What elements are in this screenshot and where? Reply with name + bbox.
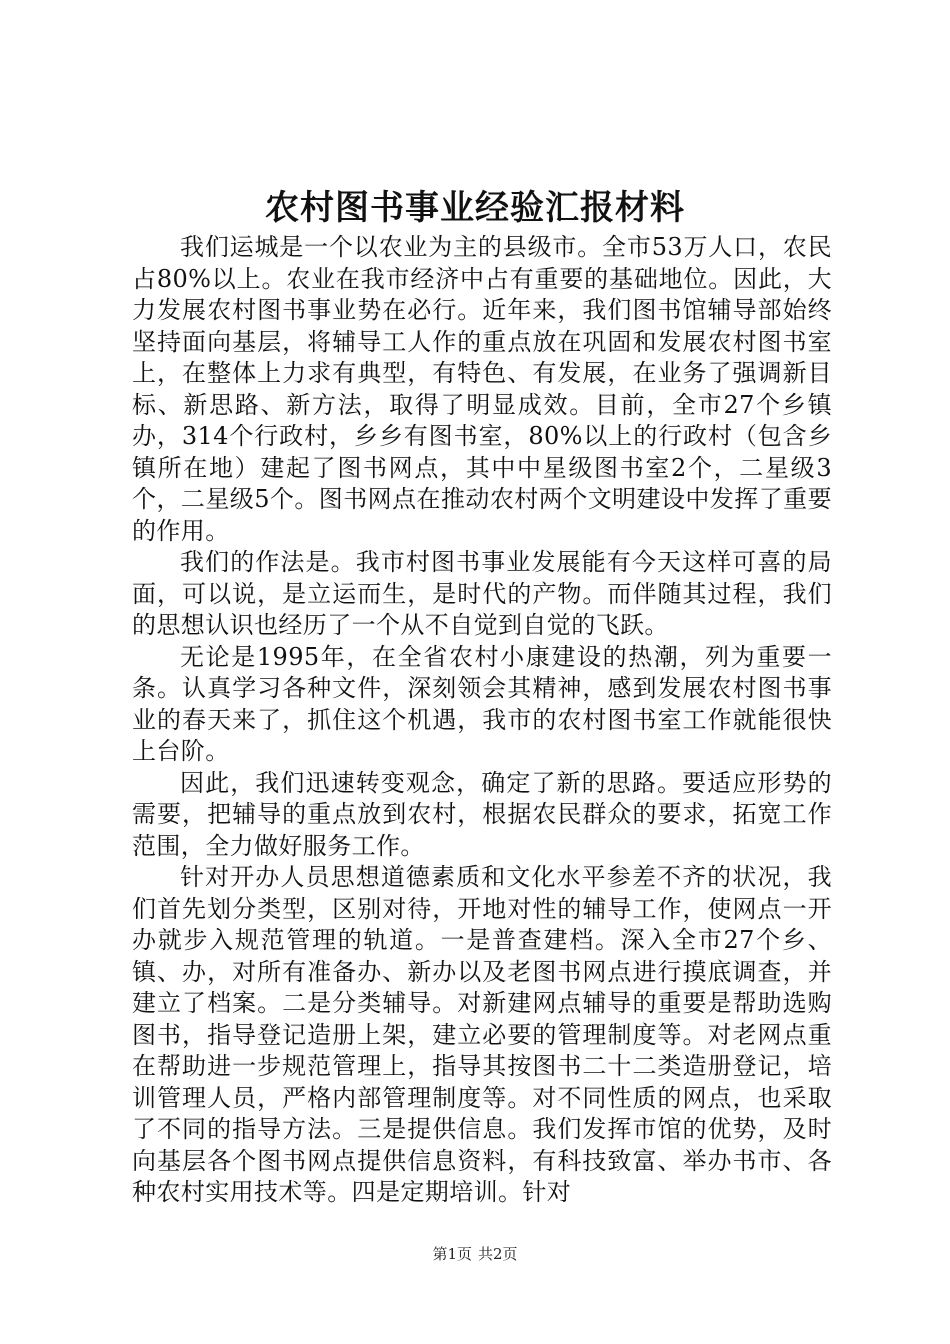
page-number-current: 第1页: [432, 1245, 472, 1263]
paragraph-1: 我们运城是一个以农业为主的县级市。全市53万人口，农民占80%以上。农业在我市经济中占有重要的基础地位。因此，大力发展农村图书事业势在必行。近年来，我们图书馆辅导部始终坚持面向基层，将辅导工人作的重点放在巩固和发展农村图书室上，在整体上力求有典型，有特色、有发展，在业务了强调新目标、新思路、新方法，取得了明显成效。目前，全市27个乡镇办，314个行政村，乡乡有图书室，80%以上的行政村（包含乡镇所在地）建起了图书网点，其中中星级图书室2个，二星级3个，二星级5个。图书网点在推动农村两个文明建设中发挥了重要的作用。: [132, 233, 832, 545]
page-footer: [0, 1244, 950, 1264]
paragraph-4: 因此，我们迅速转变观念，确定了新的思路。要适应形势的需要，把辅导的重点放到农村，根据农民群众的要求，拓宽工作范围，全力做好服务工作。: [132, 768, 832, 860]
paragraph-2: 我们的作法是。我市村图书事业发展能有今天这样可喜的局面，可以说，是立运而生，是时代的产物。而伴随其过程，我们的思想认识也经历了一个从不自觉到自觉的飞跃。: [132, 548, 832, 639]
paragraph-3: 无论是1995年，在全省农村小康建设的热潮，列为重要一条。认真学习各种文件，深刻领会其精神，感到发展农村图书事业的春天来了，抓住这个机遇，我市的农村图书室工作就能很快上台阶。: [132, 642, 832, 765]
document-title: 农村图书事业经验汇报材料: [265, 188, 685, 228]
page-number-total: 共2页: [478, 1245, 518, 1263]
paragraph-5: 针对开办人员思想道德素质和文化水平参差不齐的状况，我们首先划分类型，区别对待，开地对性的辅导工作，使网点一开办就步入规范管理的轨道。一是普查建档。深入全市27个乡、镇、办，对所有准备办、新办以及老图书网点进行摸底调查，并建立了档案。二是分类辅导。对新建网点辅导的重要是帮助选购图书，指导登记造册上架，建立必要的管理制度等。对老网点重在帮助进一步规范管理上，指导其按图书二十二类造册登记，培训管理人员，严格内部管理制度等。对不同性质的网点，也采取了不同的指导方法。三是提供信息。我们发挥市馆的优势，及时向基层各个图书网点提供信息资料，有科技致富、举办书市、各种农村实用技术等。四是定期培训。针对: [132, 863, 832, 1206]
document-body: [132, 232, 832, 1209]
